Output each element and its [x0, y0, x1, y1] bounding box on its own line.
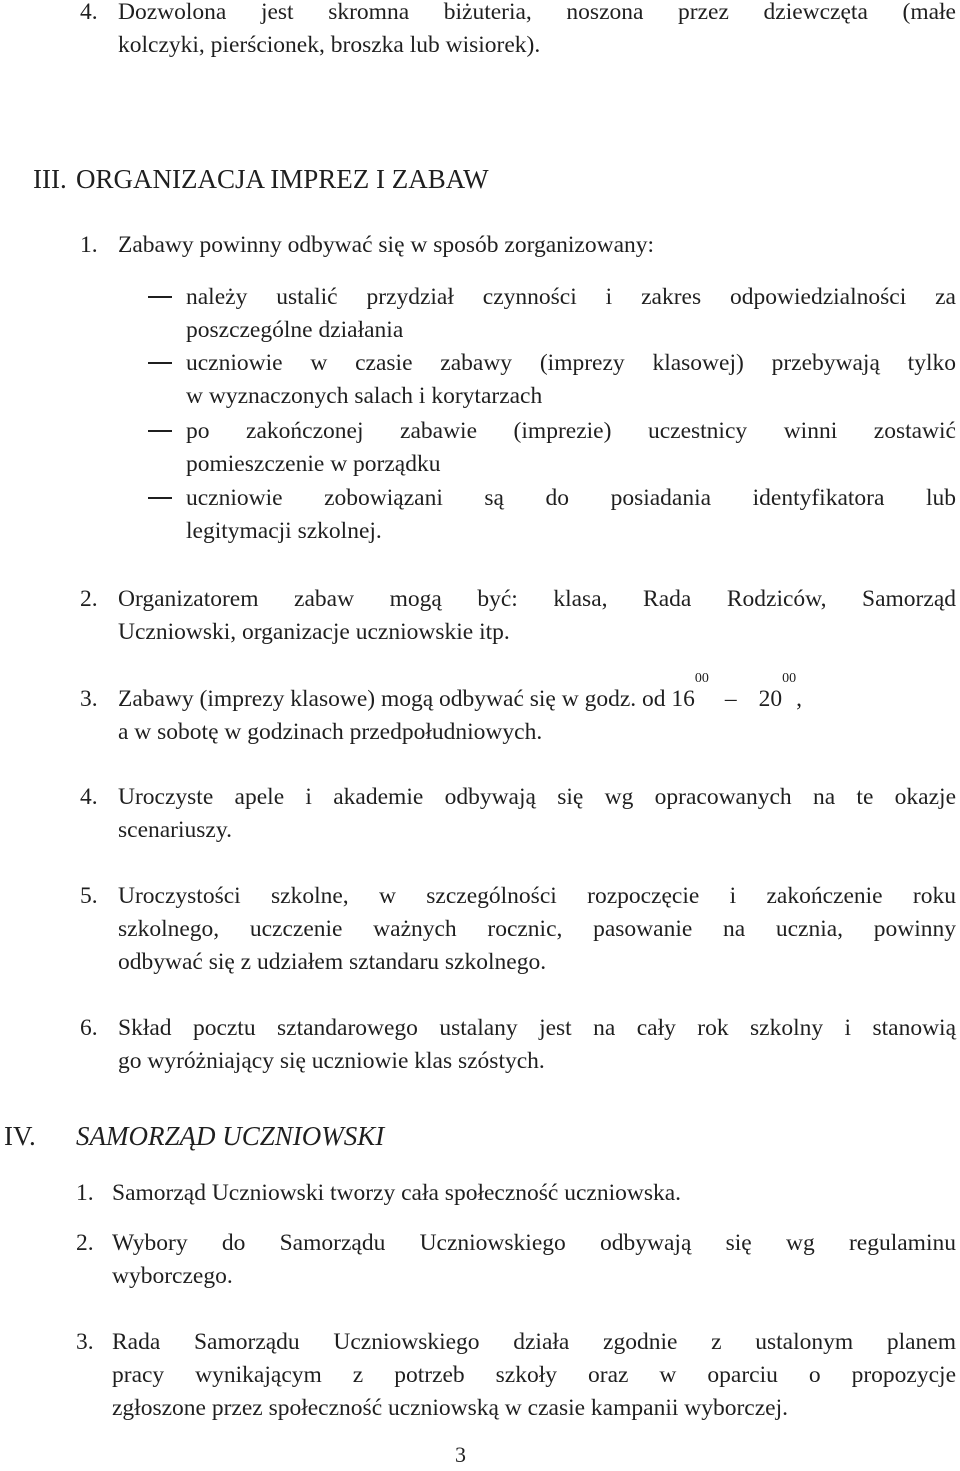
dash-bullet-icon	[148, 430, 172, 432]
section-numeral: IV.	[4, 1121, 36, 1151]
item-text: Uroczyste apele i akademie odbywają się wg opracowanych na te okazje scenariuszy.	[118, 784, 956, 843]
section-numeral: III.	[33, 164, 67, 194]
item-text: Dozwolona jest skromna biżuteria, noszona przez dziewczęta (małe kolczyki, pierścionek, broszka lub wisiorek).	[118, 0, 956, 58]
page-number: 3	[455, 1442, 466, 1467]
list-item: po zakończonej zabawie (imprezie) uczestnicy winni zostawić pomieszczenie w porządku	[186, 418, 956, 477]
item-text: Wybory do Samorządu Uczniowskiego odbywają się wg regulaminu wyborczego.	[112, 1230, 956, 1289]
item-text: Zabawy powinny odbywać się w sposób zorganizowany:	[118, 232, 655, 258]
item-number: 1.	[76, 1180, 94, 1206]
item-text: Skład pocztu sztandarowego ustalany jest na cały rok szkolny i stanowią go wyróżniający się uczniowie klas szóstych.	[118, 1015, 956, 1074]
list-item: uczniowie w czasie zabawy (imprezy klasowej) przebywają tylko w wyznaczonych salach i korytarzach	[186, 350, 956, 409]
dash-bullet-icon	[148, 362, 172, 364]
item-text: Zabawy (imprezy klasowe) mogą odbywać się w godz. od $16^{00}-$ $20^{00}$, a w sobotę w godzinach przedpołudniowych.	[118, 671, 803, 745]
dash-bullet-icon	[148, 296, 172, 298]
item-number: 2.	[76, 1230, 94, 1256]
list-item: należy ustalić przydział czynności i zakres odpowiedzialności za poszczególne działania	[186, 284, 956, 343]
item-number: 3.	[76, 1329, 94, 1355]
dash-bullet-icon	[148, 497, 172, 499]
item-number: 6.	[80, 1015, 98, 1041]
item-text: Rada Samorządu Uczniowskiego działa zgodnie z ustalonym planem pracy wynikającym z potrzeb szkoły oraz w oparciu o propozycje zgłoszone przez społeczność uczniowską w czasie kampanii wyborczej.	[112, 1329, 956, 1421]
item-text: Uroczystości szkolne, w szczególności rozpoczęcie i zakończenie roku szkolnego, uczczenie ważnych rocznic, pasowanie na ucznia, powinny odbywać się z udziałem sztandaru szkolnego.	[118, 883, 956, 975]
item-number: 4.	[80, 0, 98, 25]
item-text: Samorząd Uczniowski tworzy cała społeczność uczniowska.	[112, 1180, 682, 1206]
section-title: ORGANIZACJA IMPREZ I ZABAW	[76, 164, 489, 194]
item-number: 2.	[80, 586, 98, 612]
list-item: uczniowie zobowiązani są do posiadania identyfikatora lub legitymacji szkolnej.	[186, 485, 956, 544]
item-number: 4.	[80, 784, 98, 810]
item-number: 3.	[80, 686, 98, 712]
section-title: SAMORZĄD UCZNIOWSKI	[76, 1121, 385, 1151]
item-number: 1.	[80, 232, 98, 258]
item-text: Organizatorem zabaw mogą być: klasa, Rada Rodziców, Samorząd Uczniowski, organizacje uczniowskie itp.	[118, 586, 956, 645]
item-number: 5.	[80, 883, 98, 909]
